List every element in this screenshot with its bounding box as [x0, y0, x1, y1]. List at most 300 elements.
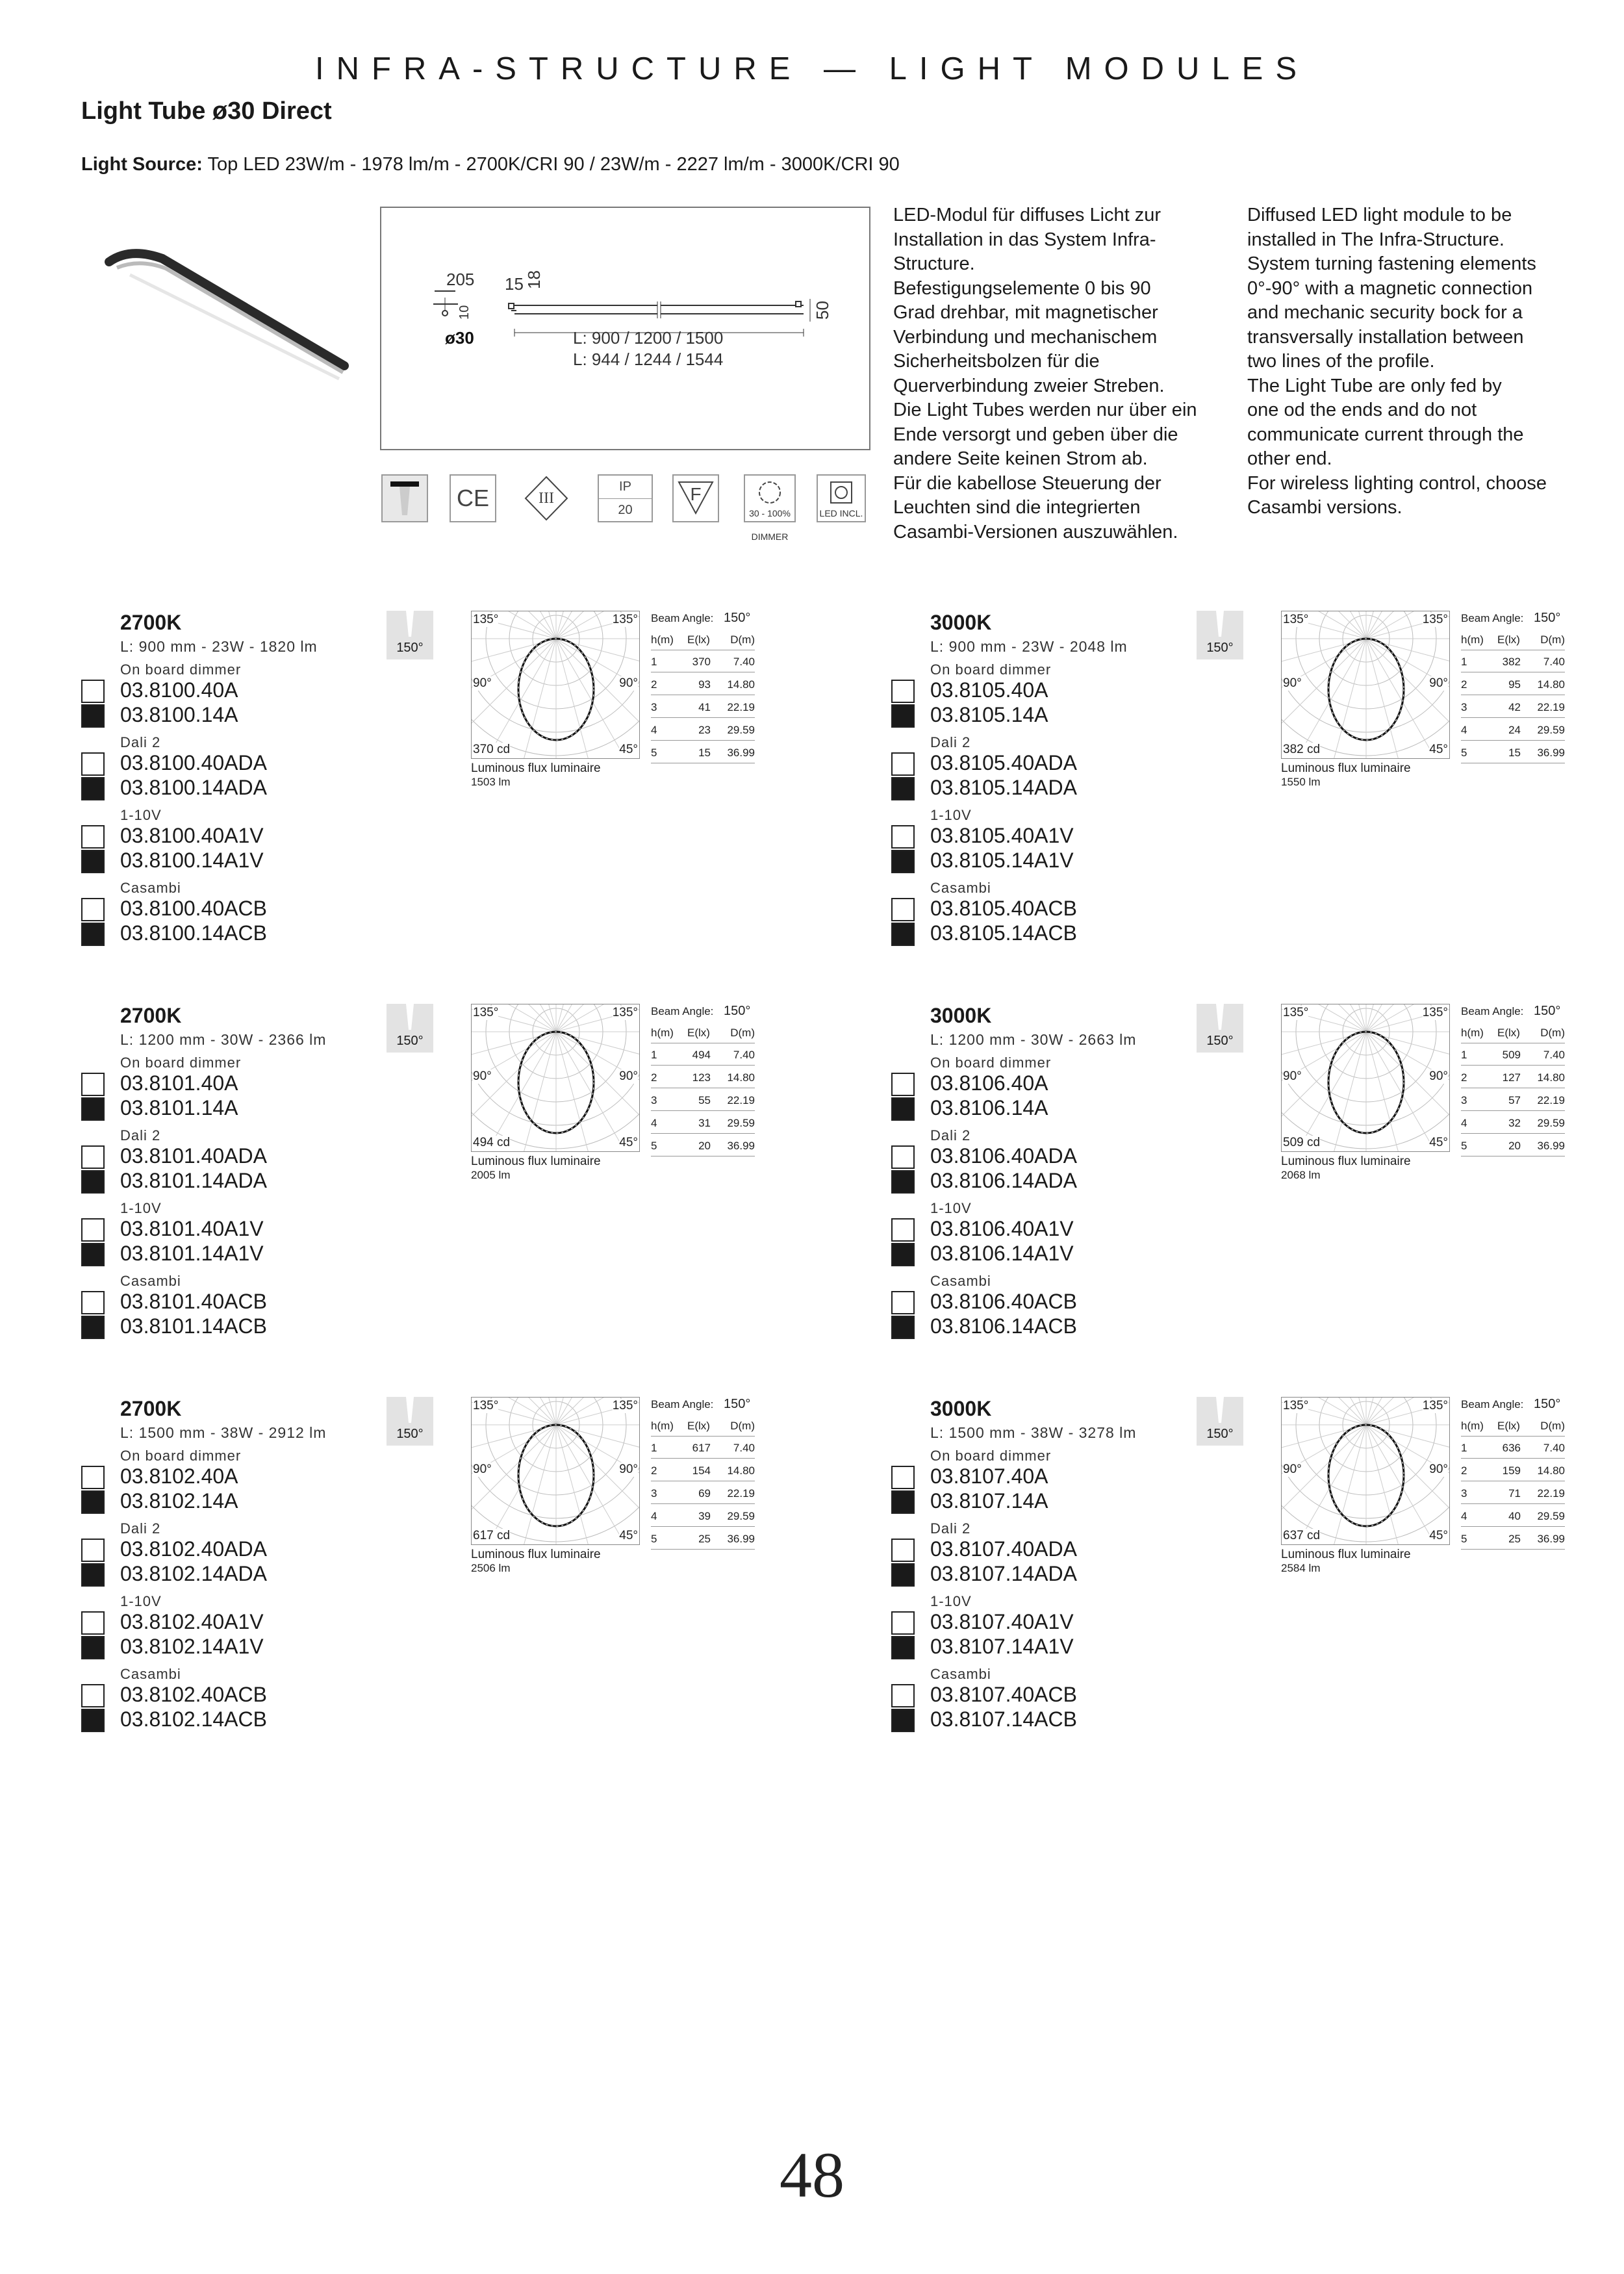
dimming-group-label: Casambi — [930, 1666, 991, 1682]
table-row — [1461, 721, 1565, 741]
polar-label-90-left: 90° — [1283, 1463, 1302, 1476]
polar-label-135-right: 135° — [612, 1399, 638, 1412]
cell-illuminance: 20 — [1508, 1140, 1521, 1152]
black-finish-swatch — [891, 1097, 915, 1121]
article-code: 03.8101.40A1V — [120, 1217, 264, 1240]
beam-angle-label: Beam Angle: — [1461, 1005, 1524, 1017]
col-header-d: D(m) — [730, 633, 755, 646]
black-finish-swatch — [81, 1563, 105, 1587]
cell-illuminance: 20 — [698, 1140, 711, 1152]
col-header-d: D(m) — [730, 1027, 755, 1039]
beam-angle-value: 150° — [1534, 611, 1561, 625]
polar-label-135-left: 135° — [473, 1006, 499, 1019]
product-image — [104, 239, 351, 389]
dimmer-label: DIMMER — [751, 531, 789, 542]
table-row — [1461, 1529, 1565, 1550]
beam-cone-icon — [1197, 1004, 1243, 1032]
col-header-h: h(m) — [1461, 633, 1484, 646]
table-row — [651, 675, 755, 695]
white-finish-swatch — [81, 898, 105, 921]
white-finish-swatch — [81, 1073, 105, 1096]
cell-height: 5 — [651, 1140, 657, 1152]
cell-illuminance: 39 — [698, 1510, 711, 1522]
table-row — [651, 652, 755, 672]
article-code: 03.8101.40ADA — [120, 1144, 267, 1168]
cell-height: 5 — [651, 747, 657, 759]
white-finish-swatch — [81, 1539, 105, 1562]
cell-diameter: 22.19 — [727, 701, 755, 713]
cell-diameter: 36.99 — [727, 747, 755, 759]
module-spec: L: 900 mm - 23W - 1820 lm — [120, 638, 318, 655]
class-iii-label: III — [539, 489, 554, 507]
product-block — [81, 1397, 822, 1787]
technical-drawing — [380, 207, 870, 450]
product-title: Light Tube ø30 Direct — [81, 97, 332, 125]
polar-label-135-left: 135° — [473, 613, 499, 626]
polar-grid — [472, 611, 639, 758]
dimming-group-label: On board dimmer — [930, 1448, 1052, 1464]
cell-diameter: 22.19 — [727, 1094, 755, 1106]
polar-label-90-left: 90° — [473, 676, 492, 690]
beam-angle-value: 150° — [1534, 1004, 1561, 1018]
color-temperature: 2700K — [120, 1004, 182, 1027]
cell-height: 3 — [1461, 1094, 1467, 1106]
cell-illuminance: 57 — [1508, 1094, 1521, 1106]
dim-10: 10 — [457, 305, 472, 320]
cell-illuminance: 69 — [698, 1487, 711, 1500]
luminous-flux-label: Luminous flux luminaire — [1281, 1548, 1411, 1561]
article-code: 03.8107.40ACB — [930, 1683, 1077, 1706]
dim-205: 205 — [446, 270, 475, 289]
table-header — [651, 1416, 755, 1437]
cell-illuminance: 509 — [1502, 1049, 1521, 1061]
beam-angle-icon — [1197, 1004, 1243, 1053]
cell-illuminance: 41 — [698, 701, 711, 713]
dimming-group-label: Dali 2 — [120, 1127, 161, 1143]
dimmer-icon — [744, 474, 796, 522]
table-row — [651, 1529, 755, 1550]
beam-icon-label: 150° — [396, 1034, 424, 1048]
dimming-group-label: On board dimmer — [120, 1448, 242, 1464]
black-finish-swatch — [891, 704, 915, 728]
cell-height: 4 — [651, 724, 657, 736]
beam-angle-value: 150° — [1534, 1397, 1561, 1411]
polar-label-90-left: 90° — [1283, 676, 1302, 690]
table-header — [1461, 1023, 1565, 1043]
beam-icon-label: 150° — [1206, 641, 1234, 655]
cell-diameter: 29.59 — [727, 1510, 755, 1522]
article-code: 03.8100.14ADA — [120, 776, 267, 799]
col-header-h: h(m) — [1461, 1027, 1484, 1039]
f-mark-icon — [672, 474, 719, 522]
cell-height: 3 — [1461, 1487, 1467, 1500]
cell-illuminance: 127 — [1502, 1071, 1521, 1084]
article-code: 03.8106.14A — [930, 1096, 1048, 1119]
table-row — [651, 721, 755, 741]
length-label-1: L: 900 / 1200 / 1500 — [573, 328, 724, 348]
polar-diagram — [1281, 1397, 1450, 1545]
polar-label-45: 45° — [1429, 743, 1448, 756]
white-finish-swatch — [81, 1218, 105, 1242]
article-code: 03.8102.14A — [120, 1489, 238, 1513]
cell-height: 4 — [1461, 1117, 1467, 1129]
white-finish-swatch — [81, 825, 105, 849]
polar-grid — [1282, 611, 1449, 758]
cell-diameter: 29.59 — [1537, 724, 1565, 736]
cell-illuminance: 25 — [698, 1533, 711, 1545]
polar-label-45: 45° — [619, 1529, 638, 1542]
white-finish-swatch — [891, 1466, 915, 1489]
cell-height: 1 — [651, 1442, 657, 1454]
direct-light-icon — [381, 474, 428, 522]
ip-value: 20 — [618, 502, 633, 517]
polar-label-135-right: 135° — [1422, 1006, 1448, 1019]
polar-label-90-right: 90° — [1429, 1069, 1448, 1083]
article-code: 03.8106.40ADA — [930, 1144, 1077, 1168]
dimming-group-label: Casambi — [120, 880, 181, 896]
table-row — [651, 1114, 755, 1134]
table-row — [1461, 1438, 1565, 1459]
polar-label-135-left: 135° — [473, 1399, 499, 1412]
article-code: 03.8107.40A1V — [930, 1610, 1074, 1633]
article-code: 03.8106.14ADA — [930, 1169, 1077, 1192]
luminous-flux-value: 1503 lm — [471, 776, 511, 788]
black-finish-swatch — [81, 1490, 105, 1514]
black-finish-swatch — [81, 704, 105, 728]
black-finish-swatch — [81, 1636, 105, 1659]
polar-label-90-left: 90° — [1283, 1069, 1302, 1083]
cell-diameter: 29.59 — [727, 724, 755, 736]
luminous-flux-value: 2005 lm — [471, 1169, 511, 1181]
polar-diagram — [471, 1397, 640, 1545]
article-code: 03.8100.40A — [120, 678, 238, 702]
beam-cone-icon — [1197, 611, 1243, 639]
table-row — [1461, 1136, 1565, 1156]
beam-icon-label: 150° — [396, 641, 424, 655]
class-iii-icon — [523, 474, 570, 522]
polar-grid — [1282, 1004, 1449, 1151]
white-finish-swatch — [81, 1684, 105, 1707]
cell-height: 2 — [1461, 678, 1467, 691]
beam-icon-label: 150° — [1206, 1034, 1234, 1048]
cell-height: 2 — [651, 1464, 657, 1477]
cell-diameter: 7.40 — [1543, 656, 1565, 668]
cell-illuminance: 93 — [698, 678, 711, 691]
polar-label-90-right: 90° — [619, 1069, 638, 1083]
cell-illuminance: 25 — [1508, 1533, 1521, 1545]
article-code: 03.8102.40A — [120, 1464, 238, 1488]
luminous-flux-value: 2584 lm — [1281, 1562, 1321, 1574]
polar-label-135-left: 135° — [1283, 613, 1309, 626]
white-finish-swatch — [81, 1145, 105, 1169]
table-row — [1461, 743, 1565, 763]
article-code: 03.8105.40ADA — [930, 751, 1077, 774]
article-code: 03.8101.14A1V — [120, 1242, 264, 1265]
cell-height: 1 — [1461, 1049, 1467, 1061]
luminous-flux-label: Luminous flux luminaire — [1281, 1155, 1411, 1168]
beam-angle-icon — [1197, 1397, 1243, 1446]
polar-diagram — [471, 1004, 640, 1152]
article-code: 03.8102.40ADA — [120, 1537, 267, 1561]
dim-50: 50 — [813, 301, 832, 320]
dimming-group-label: Dali 2 — [120, 734, 161, 750]
color-temperature: 2700K — [120, 1397, 182, 1420]
polar-label-45: 45° — [619, 743, 638, 756]
cell-height: 3 — [1461, 701, 1467, 713]
luminous-flux-label: Luminous flux luminaire — [471, 1155, 601, 1168]
cell-height: 1 — [651, 656, 657, 668]
color-temperature: 3000K — [930, 611, 992, 634]
table-row — [651, 1507, 755, 1527]
article-code: 03.8100.40ADA — [120, 751, 267, 774]
cell-illuminance: 382 — [1502, 656, 1521, 668]
col-header-d: D(m) — [1540, 633, 1565, 646]
cell-diameter: 14.80 — [727, 678, 755, 691]
article-code: 03.8101.40A — [120, 1071, 238, 1095]
cell-illuminance: 42 — [1508, 701, 1521, 713]
col-header-h: h(m) — [651, 633, 674, 646]
dimmer-range: 30 - 100% — [749, 508, 791, 518]
module-spec: L: 1200 mm - 30W - 2366 lm — [120, 1031, 327, 1048]
article-code: 03.8106.14A1V — [930, 1242, 1074, 1265]
black-finish-swatch — [891, 923, 915, 946]
cell-illuminance: 370 — [692, 656, 711, 668]
table-header — [651, 1023, 755, 1043]
dimming-group-label: Dali 2 — [930, 734, 971, 750]
black-finish-swatch — [891, 1170, 915, 1194]
cell-height: 1 — [1461, 656, 1467, 668]
black-finish-swatch — [81, 850, 105, 873]
beam-angle-label: Beam Angle: — [651, 1398, 714, 1411]
white-finish-swatch — [81, 1291, 105, 1314]
led-incl-label: LED INCL. — [819, 508, 863, 518]
cell-diameter: 14.80 — [727, 1071, 755, 1084]
luminous-flux-label: Luminous flux luminaire — [1281, 761, 1411, 775]
dimming-group-label: 1-10V — [930, 1200, 972, 1216]
luminous-flux-value: 2506 lm — [471, 1562, 511, 1574]
cell-illuminance: 55 — [698, 1094, 711, 1106]
ip-label: IP — [599, 479, 652, 499]
product-block — [81, 611, 822, 1001]
article-code: 03.8100.14A1V — [120, 849, 264, 872]
table-row — [651, 1438, 755, 1459]
article-code: 03.8102.14ACB — [120, 1707, 267, 1731]
dimming-group-label: On board dimmer — [120, 1054, 242, 1071]
polar-label-135-left: 135° — [1283, 1399, 1309, 1412]
product-block — [81, 1004, 822, 1394]
polar-grid — [1282, 1398, 1449, 1544]
cell-diameter: 29.59 — [1537, 1510, 1565, 1522]
cell-height: 1 — [1461, 1442, 1467, 1454]
black-finish-swatch — [891, 1490, 915, 1514]
dimming-group-label: On board dimmer — [930, 1054, 1052, 1071]
cell-height: 2 — [651, 1071, 657, 1084]
cell-illuminance: 23 — [698, 724, 711, 736]
dimming-group-label: 1-10V — [930, 1593, 972, 1609]
table-row — [651, 1045, 755, 1066]
cell-diameter: 7.40 — [733, 656, 755, 668]
cell-illuminance: 123 — [692, 1071, 711, 1084]
cell-illuminance: 71 — [1508, 1487, 1521, 1500]
white-finish-swatch — [891, 752, 915, 776]
article-code: 03.8102.40A1V — [120, 1610, 264, 1633]
article-code: 03.8107.40A — [930, 1464, 1048, 1488]
module-spec: L: 1500 mm - 38W - 3278 lm — [930, 1424, 1137, 1441]
polar-grid — [472, 1398, 639, 1544]
length-label-2: L: 944 / 1244 / 1544 — [573, 350, 724, 369]
luminous-flux-label: Luminous flux luminaire — [471, 1548, 601, 1561]
article-code: 03.8105.40ACB — [930, 897, 1077, 920]
article-code: 03.8106.40ACB — [930, 1290, 1077, 1313]
article-code: 03.8100.40A1V — [120, 824, 264, 847]
module-spec: L: 900 mm - 23W - 2048 lm — [930, 638, 1128, 655]
cell-diameter: 14.80 — [1537, 1071, 1565, 1084]
black-finish-swatch — [891, 1636, 915, 1659]
ip-rating-icon — [598, 474, 653, 522]
polar-peak-cd: 494 cd — [473, 1136, 511, 1149]
beam-icon-label: 150° — [1206, 1427, 1234, 1441]
cell-illuminance: 24 — [1508, 724, 1521, 736]
polar-label-45: 45° — [619, 1136, 638, 1149]
dimming-group-label: 1-10V — [120, 1200, 162, 1216]
article-code: 03.8105.14ACB — [930, 921, 1077, 945]
article-code: 03.8106.14ACB — [930, 1314, 1077, 1338]
polar-peak-cd: 617 cd — [473, 1529, 511, 1542]
cell-diameter: 22.19 — [1537, 1094, 1565, 1106]
cell-diameter: 7.40 — [1543, 1442, 1565, 1454]
dimming-group-label: 1-10V — [120, 807, 162, 823]
module-spec: L: 1500 mm - 38W - 2912 lm — [120, 1424, 327, 1441]
table-header — [1461, 630, 1565, 650]
cell-illuminance: 15 — [1508, 747, 1521, 759]
article-code: 03.8107.14ADA — [930, 1562, 1077, 1585]
polar-diagram — [471, 611, 640, 759]
table-row — [651, 1484, 755, 1504]
white-finish-swatch — [891, 680, 915, 703]
beam-angle-icon — [1197, 611, 1243, 659]
dim-18: 18 — [524, 270, 544, 289]
cell-diameter: 36.99 — [1537, 747, 1565, 759]
beam-icon-label: 150° — [396, 1427, 424, 1441]
beam-angle-value: 150° — [724, 1397, 751, 1411]
cell-diameter: 7.40 — [733, 1049, 755, 1061]
beam-angle-icon — [387, 1004, 433, 1053]
table-row — [1461, 698, 1565, 718]
polar-label-90-right: 90° — [619, 1463, 638, 1476]
cell-illuminance: 494 — [692, 1049, 711, 1061]
beam-angle-label: Beam Angle: — [651, 1005, 714, 1017]
beam-angle-value: 150° — [724, 611, 751, 625]
polar-diagram — [1281, 1004, 1450, 1152]
cell-height: 3 — [651, 701, 657, 713]
color-temperature: 3000K — [930, 1397, 992, 1420]
white-finish-swatch — [891, 1291, 915, 1314]
col-header-e: E(lx) — [687, 1420, 710, 1432]
cell-height: 1 — [651, 1049, 657, 1061]
cell-diameter: 22.19 — [727, 1487, 755, 1500]
cell-diameter: 22.19 — [1537, 1487, 1565, 1500]
col-header-d: D(m) — [730, 1420, 755, 1432]
polar-label-135-right: 135° — [612, 613, 638, 626]
module-spec: L: 1200 mm - 30W - 2663 lm — [930, 1031, 1137, 1048]
beam-angle-icon — [387, 611, 433, 659]
polar-label-45: 45° — [1429, 1529, 1448, 1542]
cell-height: 2 — [1461, 1464, 1467, 1477]
white-finish-swatch — [891, 1073, 915, 1096]
col-header-h: h(m) — [651, 1027, 674, 1039]
black-finish-swatch — [891, 777, 915, 800]
article-code: 03.8107.14A — [930, 1489, 1048, 1513]
white-finish-swatch — [891, 825, 915, 849]
polar-label-90-right: 90° — [1429, 1463, 1448, 1476]
col-header-e: E(lx) — [687, 1027, 710, 1039]
article-code: 03.8101.14A — [120, 1096, 238, 1119]
beam-cone-icon — [387, 1397, 433, 1425]
cell-diameter: 29.59 — [1537, 1117, 1565, 1129]
article-code: 03.8105.14A — [930, 703, 1048, 726]
article-code: 03.8107.14ACB — [930, 1707, 1077, 1731]
luminous-flux-label: Luminous flux luminaire — [471, 761, 601, 775]
white-finish-swatch — [891, 1218, 915, 1242]
table-header — [651, 630, 755, 650]
article-code: 03.8101.40ACB — [120, 1290, 267, 1313]
col-header-h: h(m) — [651, 1420, 674, 1432]
table-row — [1461, 1114, 1565, 1134]
col-header-h: h(m) — [1461, 1420, 1484, 1432]
product-block — [891, 611, 1624, 1001]
cell-diameter: 14.80 — [1537, 1464, 1565, 1477]
table-row — [651, 1461, 755, 1481]
cell-diameter: 29.59 — [727, 1117, 755, 1129]
dimming-group-label: Casambi — [930, 1273, 991, 1289]
cell-diameter: 36.99 — [1537, 1533, 1565, 1545]
article-code: 03.8101.14ACB — [120, 1314, 267, 1338]
table-row — [651, 1136, 755, 1156]
cell-illuminance: 31 — [698, 1117, 711, 1129]
cell-height: 4 — [651, 1510, 657, 1522]
cell-illuminance: 154 — [692, 1464, 711, 1477]
black-finish-swatch — [891, 1709, 915, 1732]
cell-illuminance: 159 — [1502, 1464, 1521, 1477]
col-header-e: E(lx) — [1497, 633, 1520, 646]
table-row — [1461, 1068, 1565, 1088]
table-row — [1461, 1507, 1565, 1527]
color-temperature: 3000K — [930, 1004, 992, 1027]
polar-peak-cd: 382 cd — [1283, 743, 1321, 756]
article-code: 03.8106.40A1V — [930, 1217, 1074, 1240]
dimming-group-label: Casambi — [120, 1666, 181, 1682]
white-finish-swatch — [891, 1684, 915, 1707]
cell-illuminance: 15 — [698, 747, 711, 759]
description-english: Diffused LED light module to be installed in The Infra-Structure. System turning fastening elements 0°-90° with a magnetic connection and mechanic security bock for a transversally installation between two lines of the profile. The Light Tube are only fed by one od the ends and do not communicate current through the other end. For wireless lighting control, choose Casambi versions. — [1247, 205, 1547, 518]
polar-label-90-left: 90° — [473, 1463, 492, 1476]
article-code: 03.8100.14A — [120, 703, 238, 726]
cell-diameter: 7.40 — [733, 1442, 755, 1454]
cell-illuminance: 32 — [1508, 1117, 1521, 1129]
dim-15: 15 — [505, 274, 524, 294]
cell-diameter: 22.19 — [1537, 701, 1565, 713]
article-code: 03.8107.40ADA — [930, 1537, 1077, 1561]
polar-peak-cd: 370 cd — [473, 743, 511, 756]
cell-diameter: 7.40 — [1543, 1049, 1565, 1061]
article-code: 03.8105.14A1V — [930, 849, 1074, 872]
polar-peak-cd: 637 cd — [1283, 1529, 1321, 1542]
table-row — [1461, 1484, 1565, 1504]
polar-label-135-right: 135° — [1422, 613, 1448, 626]
polar-diagram — [1281, 611, 1450, 759]
description-german: LED-Modul für diffuses Licht zur Installation in das System Infra- Structure. Befestigungselemente 0 bis 90 Grad drehbar, mit magnetischer Verbindung und mechanischem Sicherheitsbolzen für die Querverbindung zweier Streben. Die Light Tubes werden nur über ein Ende versorgt und geben über die andere Seite keinen Strom ab. Für die kabellose Steuerung der Leuchten sind die integrierten Casambi-Versionen auszuwählen. — [893, 205, 1197, 543]
black-finish-swatch — [81, 1709, 105, 1732]
